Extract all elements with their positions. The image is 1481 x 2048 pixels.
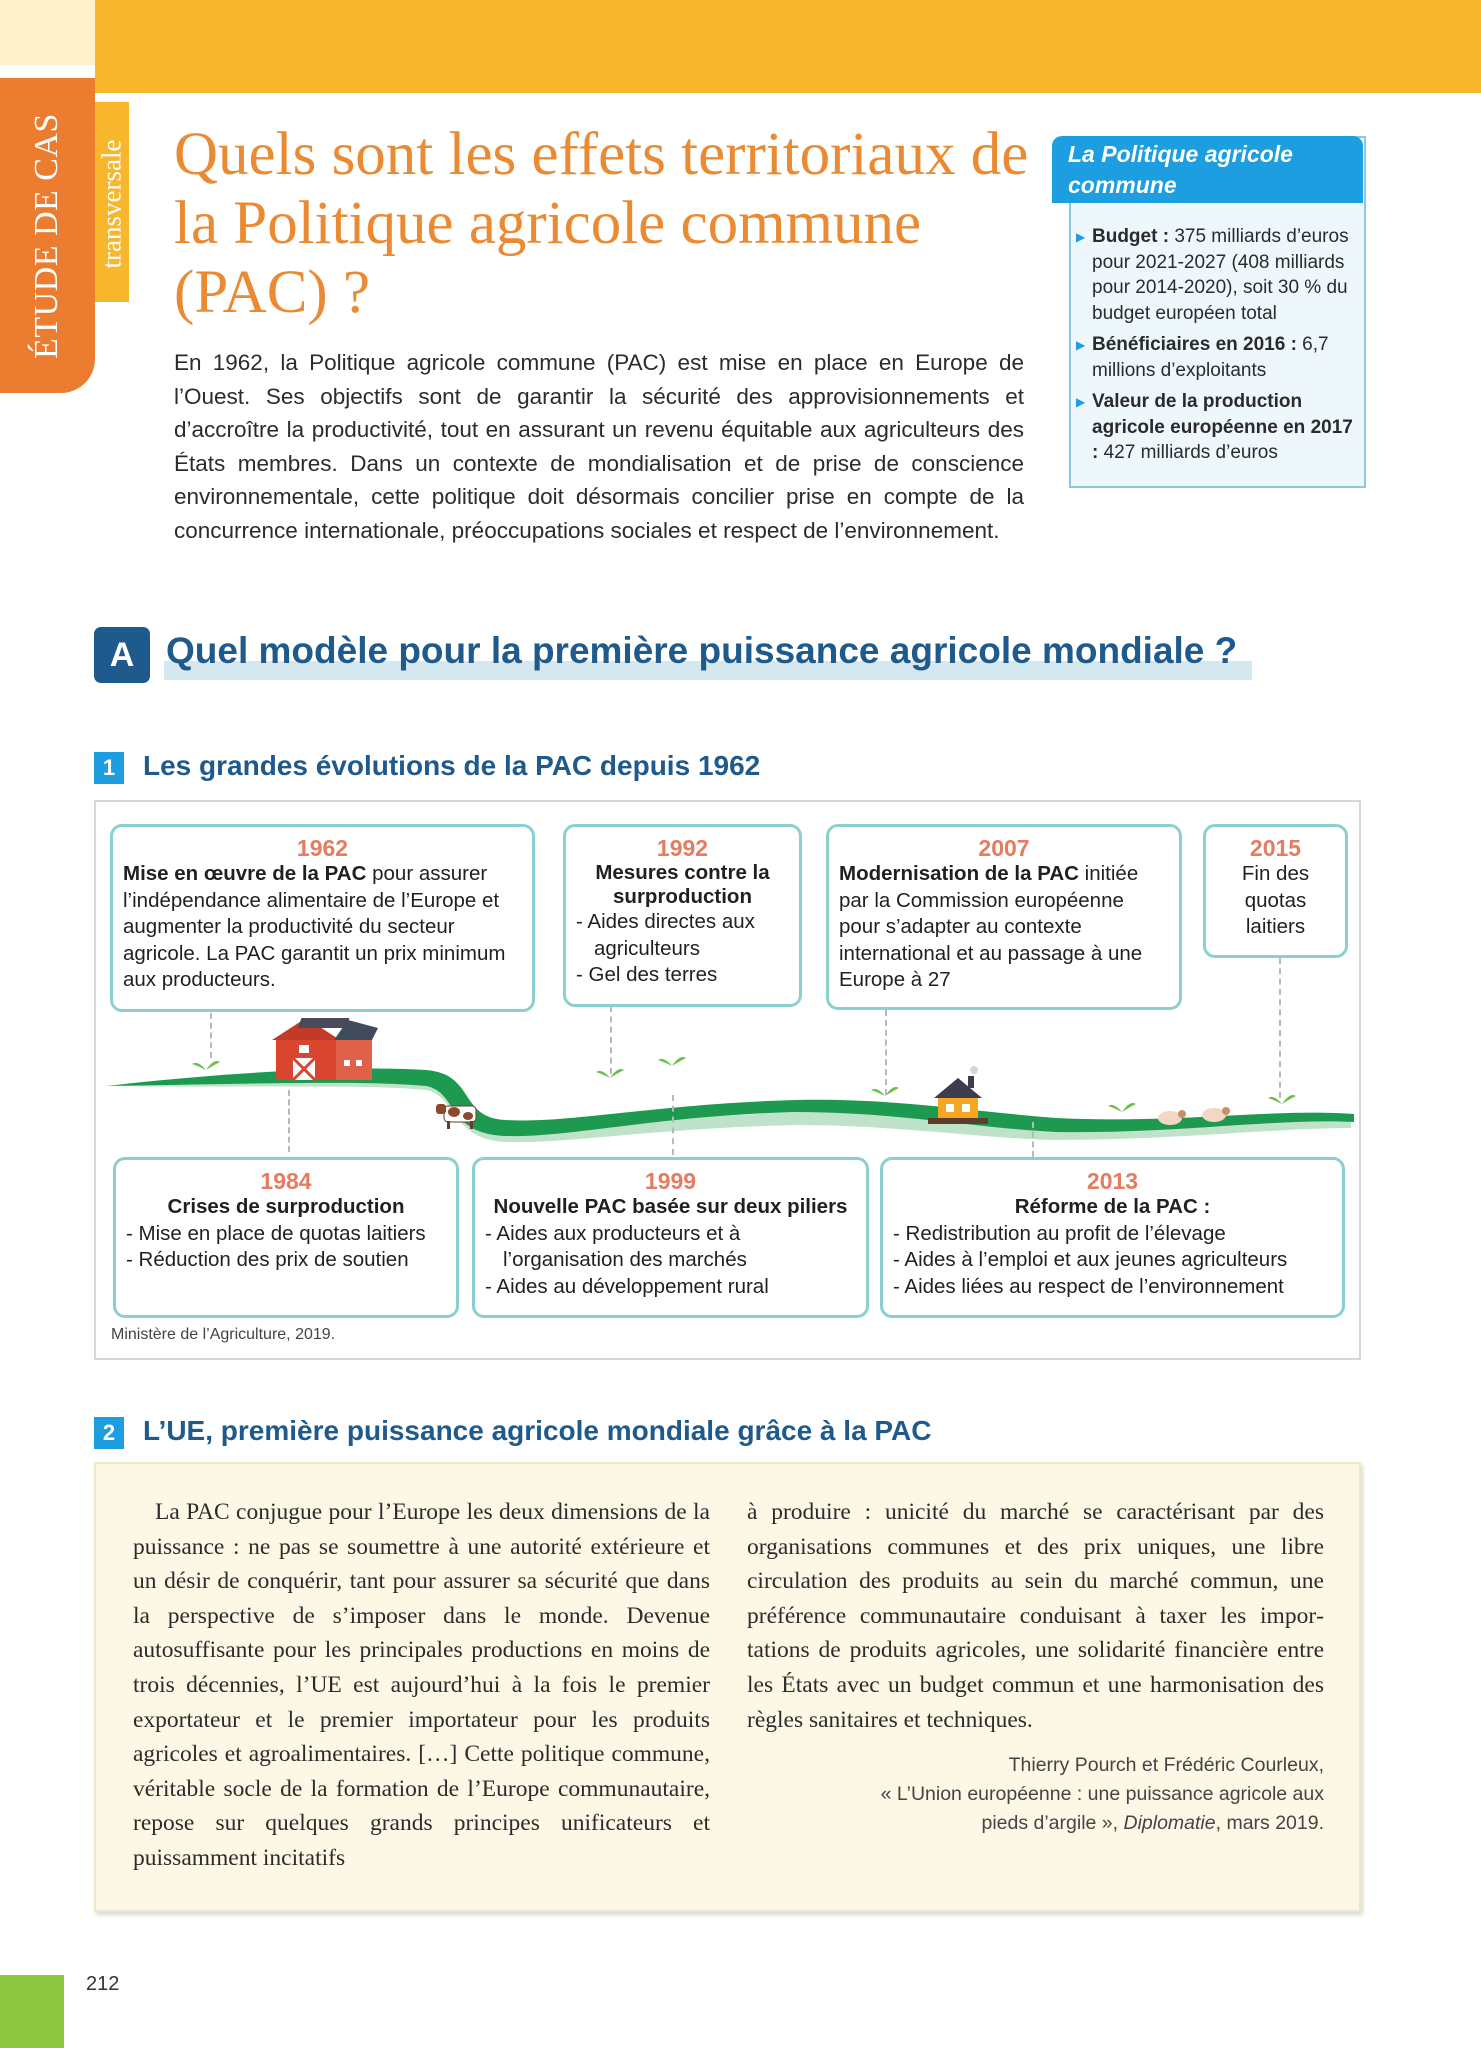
timeline-bold: Modernisation de la PAC [839, 862, 1079, 885]
timeline-item: - Aides au développement rural [485, 1274, 769, 1298]
timeline-desc: initiée par la Commission européenne pour s’adapter au contexte international et au passage à une Europe à 27 [839, 862, 1143, 991]
info-item-text: 6,7 millions d’exploitants [1092, 334, 1329, 381]
timeline-box-2013 [880, 1157, 1345, 1318]
doc1-title: Les grandes évolutions de la PAC depuis 1962 [143, 750, 761, 781]
quote-column-2: à produire : unicité du marché se caractérisant par des organisations communes et des prix uniques, une libre circulation des produits au sein du marché commun, une préférence communautaire conduisant à taxer les importations de produits agricoles, une solidarité financière entre les États avec un budget commun et une harmonisation des règles sanitaires et techniques. [747, 1499, 1324, 1733]
quote-date: , mars 2019. [1215, 1812, 1324, 1834]
case-study-label: ÉTUDE DE CAS [28, 113, 65, 359]
info-item-beneficiaires [1092, 332, 1362, 383]
header-band [95, 0, 1481, 93]
timeline-box-1984 [113, 1157, 459, 1318]
quote-column-1: La PAC conjugue pour l’Europe les deux dimensions de la puissance : ne pas se soumettre à une autorité extérieure et un désir de conquérir, tant pour assurer sa sécurité que dans la perspective de s’imposer dans le monde. Devenue autosuffisante pour les principales productions en moins de trois décennies, l’UE est aujourd’hui à la fois le premier exportateur et le premier importateur pour les produits agricoles et agroalimentaires. […] Cette politique commune, véritable socle de la formation de l’Europe communautaire, repose sur quelques grands principes unificateurs et puissamment incitatifs [133, 1499, 710, 1871]
quote-attribution [840, 1751, 1324, 1838]
timeline-landscape [96, 1000, 1359, 1160]
page-number: 212 [86, 1973, 120, 1995]
info-item-label: Valeur de la production agricole européenne en 2017 : [1092, 391, 1353, 463]
timeline-bold: Mise en œuvre de la PAC [123, 862, 367, 885]
timeline-heading: Mesures contre la surproduction [595, 861, 770, 908]
quote-author: Thierry Pourch et Frédéric Courleux, [1008, 1754, 1324, 1776]
doc2-number: 2 [94, 1417, 124, 1449]
connector-2007 [885, 1010, 887, 1095]
timeline-year: 2007 [978, 835, 1030, 861]
timeline-box-2007 [826, 824, 1182, 1010]
connector-1999 [672, 1095, 674, 1155]
timeline-heading: Crises de surproduction [167, 1195, 405, 1218]
quote-source [840, 1780, 1324, 1838]
doc2-title: L’UE, première puissance agricole mondiale grâce à la PAC [143, 1415, 932, 1446]
timeline-year: 2015 [1249, 835, 1302, 861]
timeline-item: - Mise en place de quotas laitiers [126, 1221, 426, 1245]
barn-icon [272, 1018, 378, 1080]
timeline-heading: Nouvelle PAC basée sur deux piliers [493, 1195, 848, 1218]
section-letter-badge: A [94, 627, 150, 683]
timeline-box-2015 [1203, 824, 1348, 958]
connector-2013 [1032, 1122, 1034, 1157]
timeline-item: - Aides directes aux agriculteurs [576, 910, 755, 960]
intro-paragraph: En 1962, la Politique agricole commune (PAC) est mise en place en Europe de l’Ouest. Ses objectifs sont de garantir la sécurité des approvisionnements et d’accroître la productivité, tout en assurant un revenu équitable aux agriculteurs des États membres. Dans un contexte de mondialisation et de prise de conscience environnementale, cette politique doit désormais concilier prise en compte de la concurrence internationale, préoccupations sociales et respect de l’environnement. [174, 350, 1024, 543]
section-title: Quel modèle pour la première puissance agricole mondiale ? [166, 630, 1238, 671]
timeline-desc: pour assurer l’indépendance alimentaire de l’Europe et augmenter la productivité du secteur agricole. La PAC garantit un prix minimum aux producteurs. [123, 862, 506, 991]
info-item-production [1092, 389, 1362, 466]
doc1-source: Ministère de l’Agriculture, 2019. [111, 1326, 336, 1343]
timeline-text [123, 861, 522, 994]
cow-icon [436, 1104, 476, 1129]
header-corner [0, 0, 95, 65]
info-item-text: 375 milliards d’euros pour 2021-2027 (408 milliards pour 2014-2020), soit 30 % du budget européen total [1092, 226, 1349, 324]
timeline-box-1999 [472, 1157, 869, 1318]
timeline-item: - Aides liées au respect de l’environnement [893, 1274, 1284, 1298]
connector-2015 [1279, 958, 1281, 1098]
timeline-year: 1999 [644, 1168, 697, 1194]
page-corner-tab [0, 1975, 64, 2048]
page-title: Quels sont les effets territoriaux de la Politique agricole commune (PAC) ? [174, 121, 1029, 326]
timeline-item: - Redistribution au profit de l’élevage [893, 1221, 1226, 1245]
timeline-item: - Aides aux producteurs et à l’organisation des marchés [485, 1221, 747, 1271]
quote-source-title: « L’Union européenne : une puissance agricole aux pieds d’argile », [880, 1783, 1324, 1834]
quote-publication: Diplomatie [1123, 1812, 1216, 1834]
info-item-budget [1092, 224, 1362, 326]
case-study-sublabel: transversale [96, 139, 127, 269]
connector-1962 [210, 1013, 212, 1058]
info-item-text: 427 milliards d’euros [1098, 442, 1278, 463]
info-box-title: La Politique agricole commune [1068, 141, 1293, 198]
timeline-year: 1962 [296, 835, 349, 861]
connector-1984 [288, 1090, 290, 1152]
timeline-item: - Aides à l’emploi et aux jeunes agriculteurs [893, 1248, 1288, 1271]
timeline-box-1962 [110, 824, 535, 1012]
doc1-number: 1 [94, 752, 124, 784]
timeline-year: 1992 [656, 835, 709, 861]
info-item-label: Budget : [1092, 226, 1170, 247]
info-item-label: Bénéficiaires en 2016 : [1092, 334, 1297, 355]
timeline-year: 1984 [260, 1168, 312, 1194]
timeline-heading: Réforme de la PAC : [1014, 1195, 1211, 1218]
timeline-year: 2013 [1086, 1168, 1139, 1194]
timeline-text [839, 861, 1169, 994]
timeline-box-1992 [563, 824, 802, 1007]
timeline-item: - Réduction des prix de soutien [126, 1248, 409, 1271]
timeline-heading: Fin des quotas laitiers [1241, 862, 1310, 938]
info-box-list [1092, 224, 1362, 472]
connector-1992 [610, 1006, 612, 1074]
timeline-item: - Gel des terres [576, 963, 718, 986]
